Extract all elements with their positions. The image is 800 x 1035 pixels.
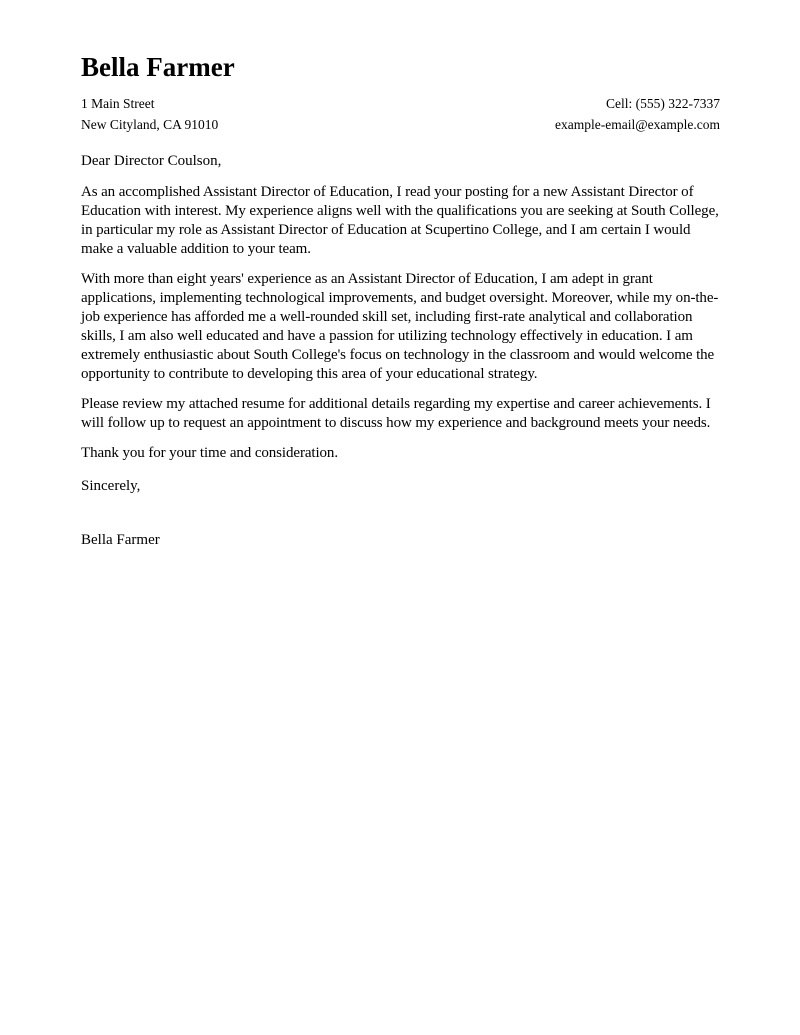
phone-number: Cell: (555) 322-7337 (606, 96, 720, 111)
closing: Sincerely, (81, 478, 141, 494)
contact-row-1 (81, 93, 720, 114)
email-address: example-email@example.com (555, 117, 720, 132)
paragraph-followup: Please review my attached resume for additional details regarding my expertise and career achievements. I will follow up to request an appointment to discuss how my experience and background meets your needs. (81, 396, 711, 431)
street-address: 1 Main Street (81, 96, 155, 111)
signature: Bella Farmer (81, 532, 160, 548)
paragraph-thanks: Thank you for your time and consideration. (81, 445, 338, 461)
applicant-name: Bella Farmer (81, 52, 235, 82)
contact-row-2 (81, 114, 720, 135)
city-address: New Cityland, CA 91010 (81, 117, 219, 132)
salutation: Dear Director Coulson, (81, 153, 222, 169)
paragraph-intro: As an accomplished Assistant Director of Education, I read your posting for a new Assistant Director of Education with interest. My experience aligns well with the qualifications you are seeking at South College, in particular my role as Assistant Director of Education at Scupertino College, and I am certain I would make a valuable addition to your team. (81, 184, 719, 257)
cover-letter-page (81, 50, 720, 550)
paragraph-experience: With more than eight years' experience as an Assistant Director of Education, I am adept in grant applications, implementing technological improvements, and budget oversight. Moreover, while my on-the-job experience has afforded me a well-rounded skill set, including first-rate analytical and collaboration skills, I am also well educated and have a passion for utilizing technology effectively in education. I am extremely enthusiastic about South College's focus on technology in the classroom and would welcome the opportunity to contribute to developing this area of your educational strategy. (81, 271, 719, 382)
